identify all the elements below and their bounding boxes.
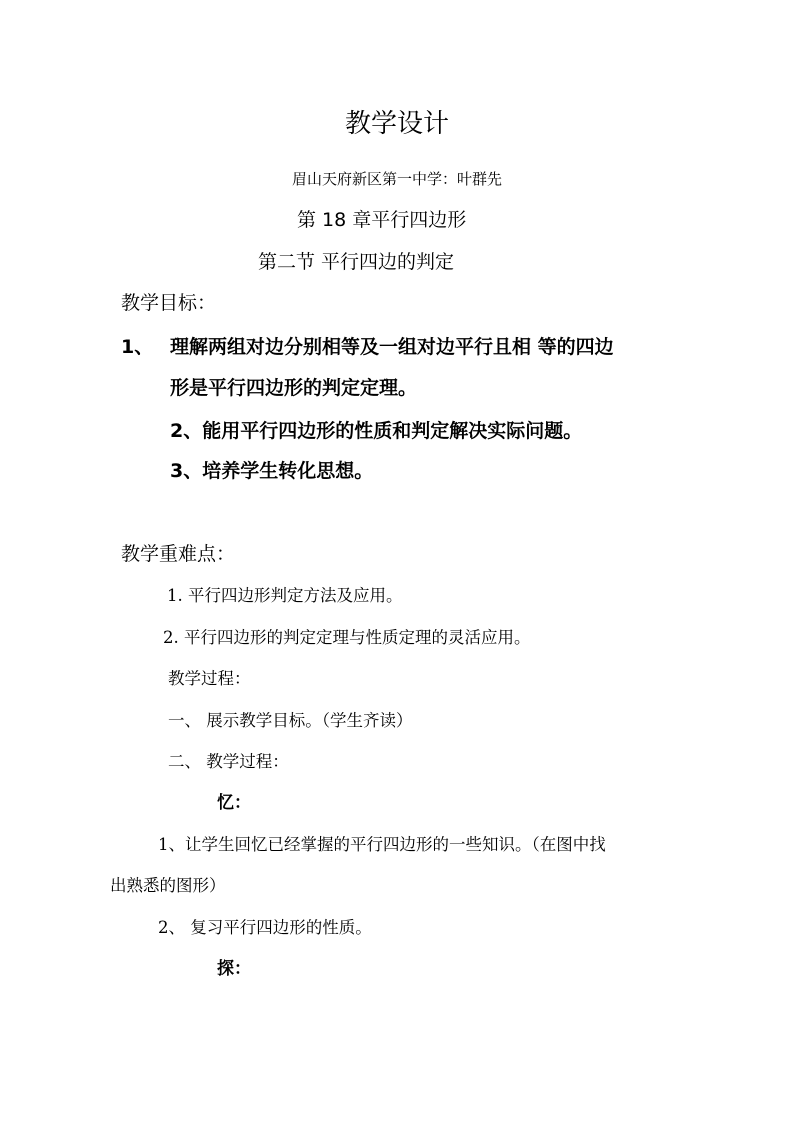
process-step-1: 一、 展示教学目标。（学生齐读） xyxy=(168,711,413,730)
key-point-2: 2. 平行四边形的判定定理与性质定理的灵活应用。 xyxy=(163,628,531,647)
chapter-heading: 第 18 章平行四边形 xyxy=(297,209,467,231)
author-line: 眉山天府新区第一中学：叶群先 xyxy=(291,170,502,188)
section-heading: 第二节 平行四边的判定 xyxy=(258,251,455,273)
objective-1-number: 1、 xyxy=(121,336,154,358)
key-point-1: 1. 平行四边形判定方法及应用。 xyxy=(167,586,403,605)
recall-item-1-line-2: 出熟悉的图形） xyxy=(110,876,226,895)
objective-1-line-2: 形是平行四边形的判定定理。 xyxy=(170,377,418,399)
recall-item-1-line-1: 1、让学生回忆已经掌握的平行四边形的一些知识。（在图中找 xyxy=(158,835,606,854)
page-title: 教学设计 xyxy=(344,109,449,139)
key-points-heading: 教学重难点： xyxy=(121,543,236,565)
objectives-heading: 教学目标： xyxy=(121,292,217,314)
process-step-2: 二、 教学过程： xyxy=(168,752,289,771)
explore-label: 探： xyxy=(217,959,251,979)
recall-label: 忆： xyxy=(217,793,251,813)
objective-1-line-1: 理解两组对边分别相等及一组对边平行且相 等的四边 xyxy=(170,336,614,358)
objective-2: 2、能用平行四边形的性质和判定解决实际问题。 xyxy=(170,420,583,442)
recall-item-2: 2、 复习平行四边形的性质。 xyxy=(158,918,372,937)
process-heading: 教学过程： xyxy=(168,669,251,688)
objective-3: 3、培养学生转化思想。 xyxy=(170,460,374,482)
